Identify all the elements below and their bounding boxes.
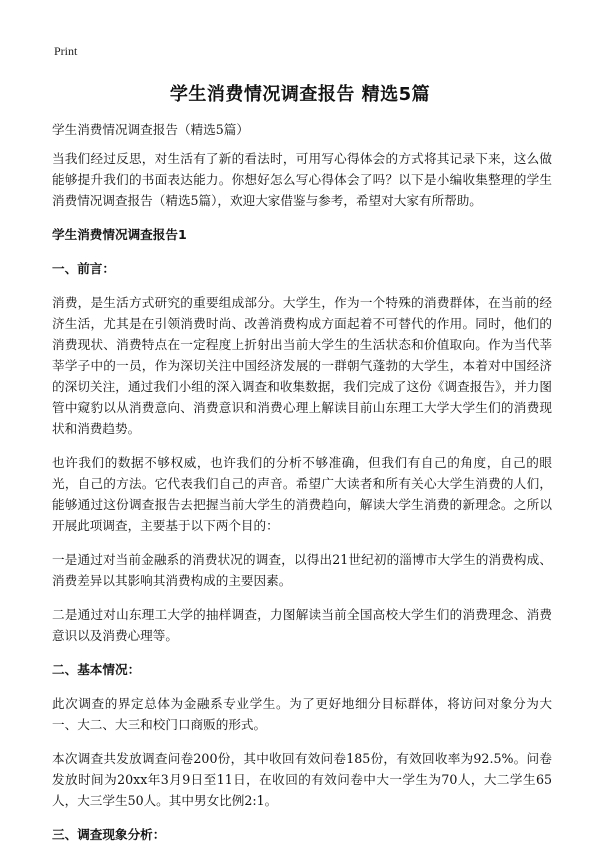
preface-paragraph-2: 也许我们的数据不够权威，也许我们的分析不够准确，但我们有自己的角度，自己的眼光，自己的方法。它代表我们自己的声音。希望广大读者和所有关心大学生消费的人们，能够通过这份调查报告去把握当前大学生的消费趋向，解读大学生消费的新理念。之所以开展此项调查，主要基于以下两个目的： [52, 455, 552, 533]
basic-info-paragraph-2: 本次调查共发放调查问卷200份，其中收回有效问卷185份，有效回收率为92.5%。问卷发放时间为20xx年3月9日至11日，在收回的有效问卷中大一学生为70人，大二学生65人，大三学生50人。其中男女比例2:1。 [52, 751, 552, 808]
section-heading-preface: 一、前言： [52, 261, 115, 276]
print-label: Print [54, 44, 78, 58]
preface-paragraph-1: 消费，是生活方式研究的重要组成部分。大学生，作为一个特殊的消费群体，在当前的经济生活，尤其是在引领消费时尚、改善消费构成方面起着不可替代的作用。同时，他们的消费现状、消费特点在一定程度上折射出当前大学生的生活状态和价值取向。作为当代莘莘学子中的一员，作为深切关注中国经济发展的一群朝气蓬勃的大学生，本着对中国经济的深切关注，通过我们小组的深入调查和收集数据，我们完成了这份《调查报告》，并力图管中窥豹以从消费意向、消费意识和消费心理上解读目前山东理工大学大学生们的消费现状和消费趋势。 [52, 295, 552, 436]
basic-info-paragraph-1: 此次调查的界定总体为金融系专业学生。为了更好地细分目标群体，将访问对象分为大一、大二、大三和校门口商贩的形式。 [52, 696, 552, 732]
section-heading-basic-info: 二、基本情况： [52, 662, 141, 677]
document-subtitle: 学生消费情况调查报告（精选5篇） [52, 122, 249, 137]
page-title: 学生消费情况调查报告 精选5篇 [169, 84, 431, 105]
preface-paragraph-3: 一是通过对当前金融系的消费状况的调查，以得出21世纪初的淄博市大学生的消费构成、消费差异以其影响其消费构成的主要因素。 [52, 552, 552, 588]
preface-paragraph-4: 二是通过对山东理工大学的抽样调查，力图解读当前全国高校大学生们的消费理念、消费意识以及消费心理等。 [52, 607, 552, 643]
intro-paragraph: 当我们经过反思，对生活有了新的看法时，可用写心得体会的方式将其记录下来，这么做能够提升我们的书面表达能力。你想好怎么写心得体会了吗？以下是小编收集整理的学生消费情况调查报告（精选5篇），欢迎大家借鉴与参考，希望对大家有所帮助。 [52, 151, 552, 208]
report-heading: 学生消费情况调查报告1 [52, 227, 187, 242]
section-heading-analysis: 三、调查现象分析： [52, 827, 166, 842]
document-body [52, 119, 552, 858]
